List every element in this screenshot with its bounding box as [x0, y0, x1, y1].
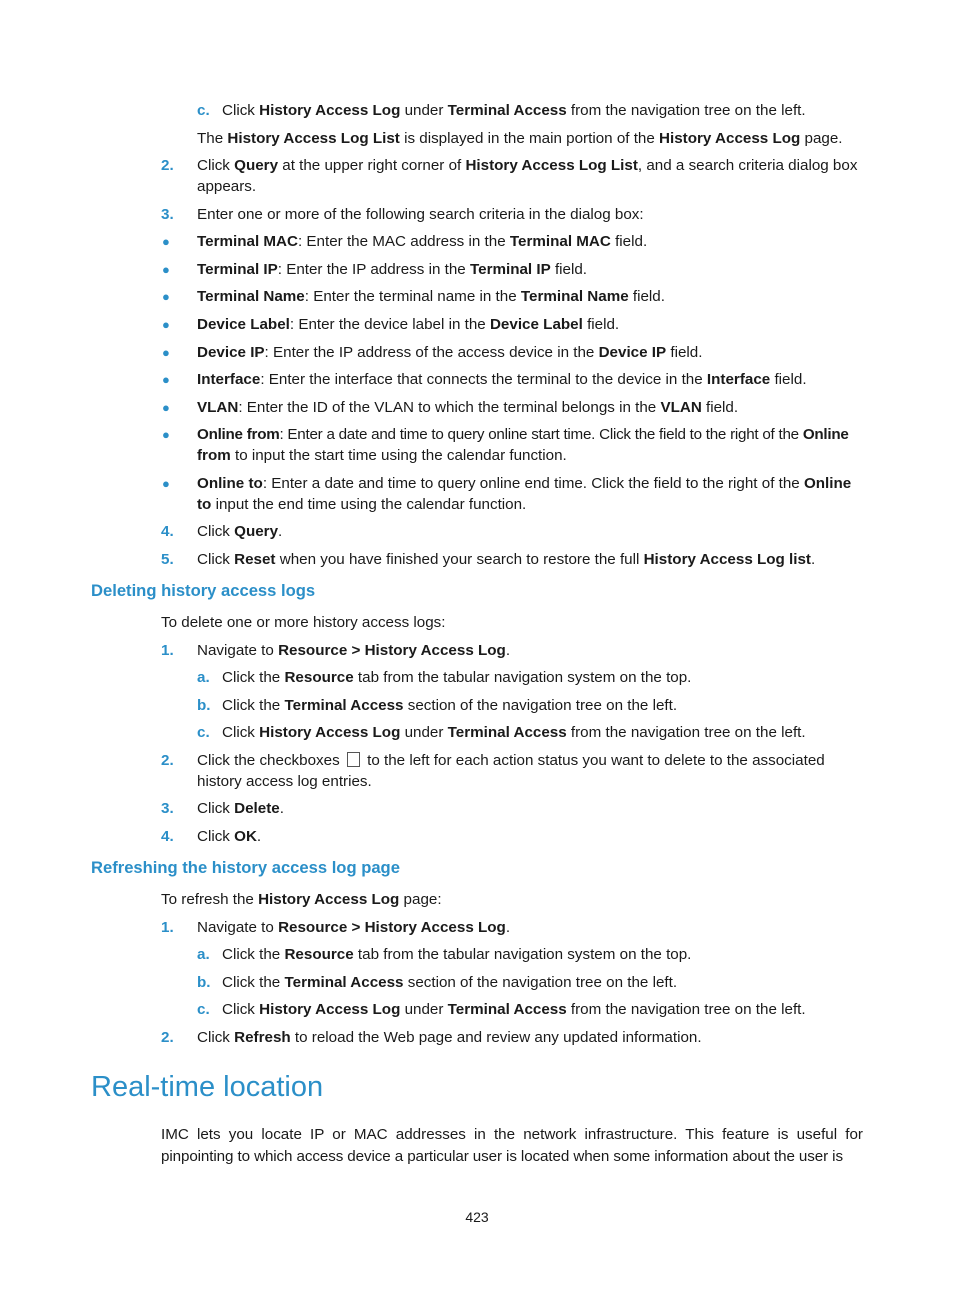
document-page: c. Click History Access Log under Terminal Access from the navigation tree on the left. The History Access Log List is displayed in the main portion of the History Access Log page. 2. Click Query at the upper right corner of History Access Log List, and a search criteria dialog box appears. 3. Enter one or more of the following search criteria in the dialog box: ● Terminal MAC: Enter the MAC address in the Terminal MAC field. ● Terminal IP: Enter the IP address in the Terminal IP field. ● Terminal Name: Enter the terminal name in the Terminal Name field. ● Device Label: Enter the device label in the Device Label field. ● Device IP: Enter the IP address of the access device in the Device IP field. ● Interface: Enter the interface that connects the terminal to the device in the Interface field. ● VLAN: Enter the ID of the VLAN to which the terminal belongs in the VLAN field. ● Online from: Enter a date and time to query online start time. Click the field to the right of the Online from to input the start time using the calendar function. ● Online to: Enter a date and time to query online end time. Click the field to the right of the Online to input the end time using the calendar function. 4. Click Query. 5. Click Reset when you have finished your search to restore the full History Access Log list. Deleting history access logs To delete one or more history access logs: 1. Navigate to Resource > History Access Log. a. Click the Resource tab from the tabular navigation system on the top. b. Click the Terminal Access section of the navigation tree on the left. c. Click History Access Log under Terminal Access from the navigation tree on the left. 2. Click the checkboxes to the left for each action status you want to delete to the associated history access log entries. 3. Click Delete. 4. Click OK. Refreshing the history access log page To refresh the History Access Log page: 1. Navigate to Resource > History Access Log. a. Click the Resource tab from the tabular navigation system on the top. b. Click the Terminal Access section of the navigation tree on the left. c. Click History Access Log under Terminal Access from the navigation tree on the left. 2. Click Refresh to reload the Web page and review any updated information. Real-time location IMC lets you locate IP or MAC addresses in the network infrastructure. This feature is useful for pinpointing to which access device a particular user is located when some information about the user is 423 — [0, 0, 954, 1296]
section-heading-deleting: Deleting history access logs — [91, 581, 316, 600]
page-number: 423 — [465, 1209, 489, 1225]
checkbox-icon — [347, 752, 360, 767]
section-heading-refreshing: Refreshing the history access log page — [91, 858, 400, 877]
chapter-heading-realtime: Real-time location — [91, 1071, 324, 1103]
